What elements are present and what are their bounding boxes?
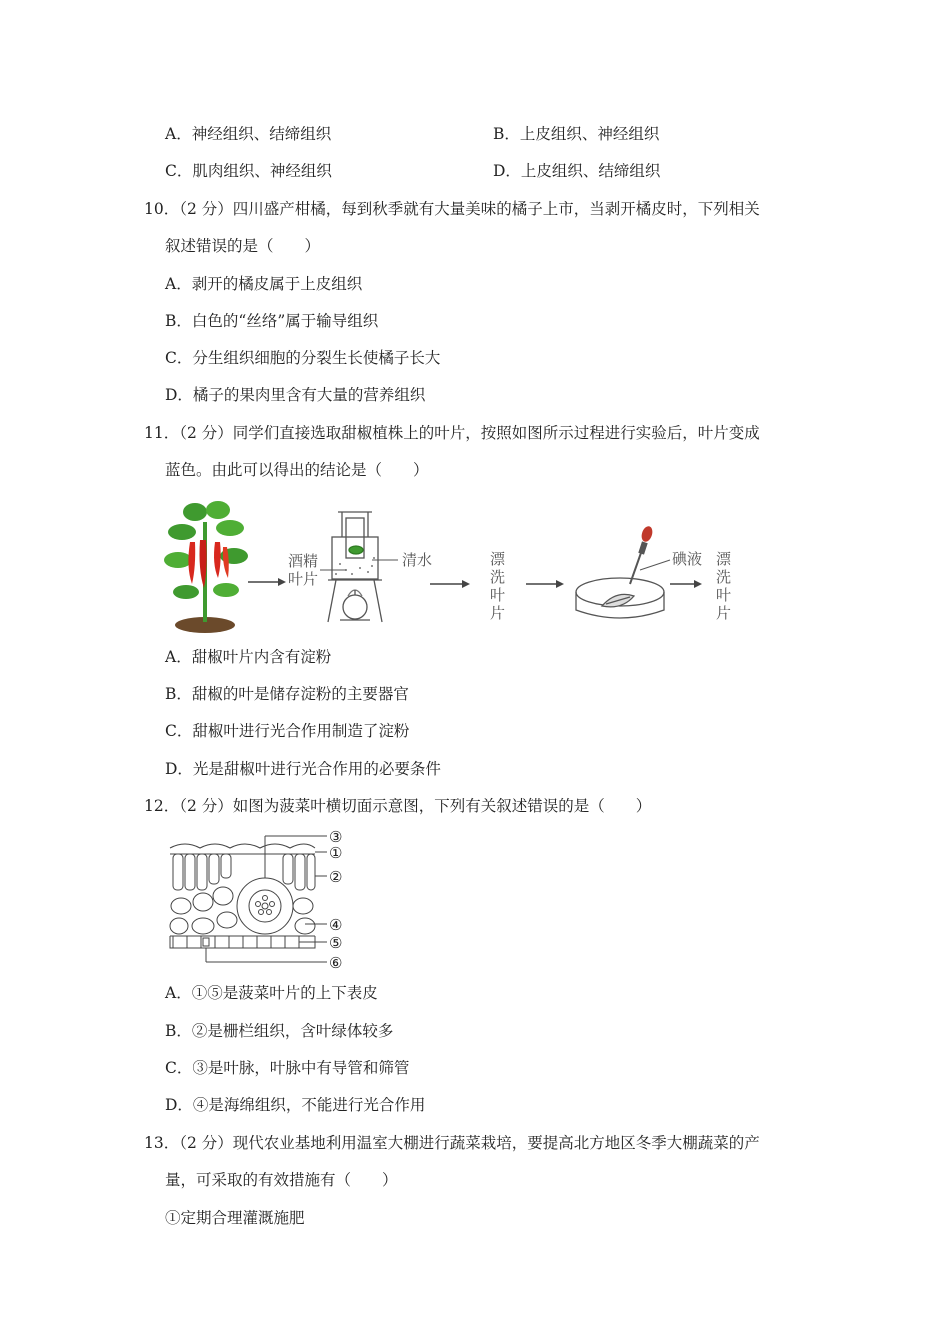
pepper-plant-icon <box>164 501 248 633</box>
leaf-label: 叶片 <box>288 570 319 588</box>
alcohol-label: 酒精 <box>288 552 319 570</box>
leaf-cross-section-figure <box>165 826 365 974</box>
petri-dish-icon <box>576 578 664 618</box>
q11-option-a: A．甜椒叶片内含有淀粉 <box>165 648 332 666</box>
q9-option-c: C．肌肉组织、神经组织 <box>165 162 332 180</box>
spongy-cells <box>170 887 315 934</box>
water-label: 清水 <box>402 551 433 569</box>
label-1: ① <box>329 844 343 862</box>
rinse-leaf-label-1: 漂洗叶片 <box>490 550 506 622</box>
label-5: ⑤ <box>329 934 343 952</box>
palisade-cells <box>173 854 315 890</box>
arrow-icon <box>526 580 564 588</box>
q9-option-b: B．上皮组织、神经组织 <box>493 125 660 143</box>
arrow-icon <box>430 580 470 588</box>
q9-option-d: D．上皮组织、结缔组织 <box>493 162 661 180</box>
q10-option-c: C．分生组织细胞的分裂生长使橘子长大 <box>165 349 441 367</box>
q13-stem-line2: 量，可采取的有效措施有（ ） <box>165 1171 398 1189</box>
q10-option-d: D．橘子的果肉里含有大量的营养组织 <box>165 386 426 404</box>
q11-stem-line2: 蓝色。由此可以得出的结论是（ ） <box>165 461 429 479</box>
q12-option-d: D．④是海绵组织，不能进行光合作用 <box>165 1096 426 1114</box>
label-2: ② <box>329 868 343 886</box>
dropper-icon <box>630 525 654 584</box>
starch-experiment-figure <box>160 492 760 637</box>
q9-option-a: A．神经组织、结缔组织 <box>165 125 332 143</box>
label-6: ⑥ <box>329 954 343 972</box>
vein <box>237 878 293 934</box>
q10-stem-line1: 10．（2 分）四川盛产柑橘，每到秋季就有大量美味的橘子上市，当剥开橘皮时，下列相关 <box>144 200 760 218</box>
rinse-leaf-label-2: 漂洗叶片 <box>716 550 732 622</box>
q10-option-b: B．白色的“丝络”属于输导组织 <box>165 312 379 330</box>
arrow-icon <box>670 580 702 588</box>
q11-option-c: C．甜椒叶进行光合作用制造了淀粉 <box>165 722 410 740</box>
q11-option-d: D．光是甜椒叶进行光合作用的必要条件 <box>165 760 441 778</box>
q10-stem-line2: 叙述错误的是（ ） <box>165 237 321 255</box>
arrow-icon <box>248 578 286 586</box>
q10-option-a: A．剥开的橘皮属于上皮组织 <box>165 275 363 293</box>
q13-stem-line1: 13．（2 分）现代农业基地利用温室大棚进行蔬菜栽培，要提高北方地区冬季大棚蔬菜的产 <box>144 1134 760 1152</box>
q12-option-a: A．①⑤是菠菜叶片的上下表皮 <box>165 984 378 1002</box>
q11-option-b: B．甜椒的叶是储存淀粉的主要器官 <box>165 685 409 703</box>
q12-option-b: B．②是栅栏组织，含叶绿体较多 <box>165 1022 394 1040</box>
q13-item1: ①定期合理灌溉施肥 <box>165 1209 305 1227</box>
q12-option-c: C．③是叶脉，叶脉中有导管和筛管 <box>165 1059 410 1077</box>
q11-stem-line1: 11．（2 分）同学们直接选取甜椒植株上的叶片，按照如图所示过程进行实验后，叶片变成 <box>144 424 760 442</box>
label-4: ④ <box>329 916 343 934</box>
iodine-label: 碘液 <box>672 550 703 568</box>
label-3: ③ <box>329 828 343 846</box>
water-bath-icon <box>328 512 382 622</box>
q12-stem: 12．（2 分）如图为菠菜叶横切面示意图，下列有关叙述错误的是（ ） <box>144 797 652 815</box>
